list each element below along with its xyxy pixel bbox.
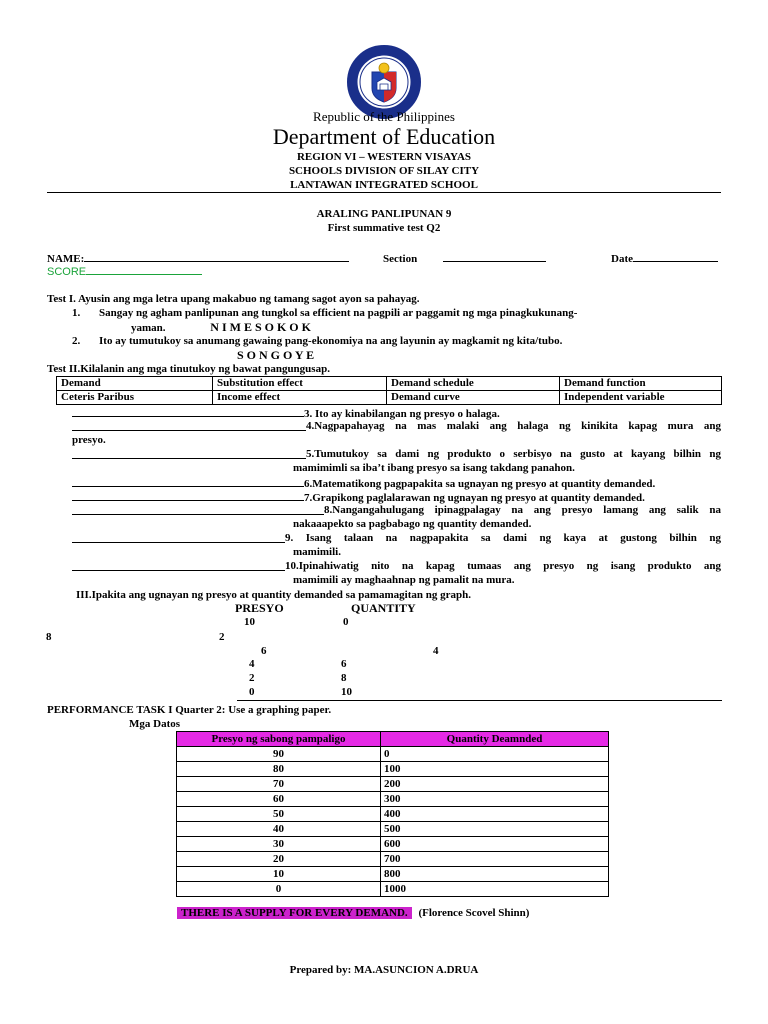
choices-row [57, 377, 722, 391]
qty-cell: 200 [381, 777, 609, 792]
quantity-header: QUANTITY [351, 601, 416, 615]
mga-datos-table [176, 731, 609, 897]
column-header: Quantity Deamnded [381, 732, 609, 747]
price-cell: 0 [177, 882, 381, 897]
qty-cell: 300 [381, 792, 609, 807]
item-text: Sangay ng agham panlipunan ang tungkol sa efficient na pagpili ar paggamit ng mga pinagkukunang- [99, 307, 578, 319]
score-blank[interactable] [86, 264, 202, 275]
price-cell: 40 [177, 822, 381, 837]
item-text-cont: yaman. [131, 322, 166, 334]
table-row [177, 807, 609, 822]
prepared-by: Prepared by: MA.ASUNCION A.DRUA [289, 964, 479, 976]
qty-cell: 400 [381, 807, 609, 822]
test2-item-9 [72, 531, 721, 545]
presyo-header: PRESYO [235, 601, 284, 615]
name-blank[interactable] [84, 250, 349, 262]
item-text: 9. Isang talaan na nagpapakita sa dami ng kaya at gustong bilhin ng [285, 532, 721, 544]
schedule-price: 0 [249, 686, 255, 698]
item-number: 1. [72, 307, 81, 319]
qty-cell: 800 [381, 867, 609, 882]
schedule-price: 4 [249, 658, 255, 670]
table-row [177, 747, 609, 762]
schedule-qty: 8 [341, 672, 347, 684]
section-divider [237, 700, 722, 701]
item-text: 3. Ito ay kinabilangan ng presyo o halaga. [304, 408, 500, 420]
schedule-price: 10 [244, 616, 255, 628]
price-cell: 70 [177, 777, 381, 792]
quote [177, 906, 529, 920]
table-row [177, 867, 609, 882]
item-text: 8.Nangangahulugang ipinagpalagay na ang presyo lamang ang salik na [324, 504, 721, 516]
price-cell: 90 [177, 747, 381, 762]
test2-item-10-cont: mamimili ay maghaahnap ng pamalit na mura. [293, 574, 515, 586]
answer-blank[interactable] [72, 559, 285, 571]
answer-blank[interactable] [72, 447, 306, 459]
quote-author: (Florence Scovel Shinn) [418, 907, 530, 919]
item-text: 10.Ipinahiwatig nito na kapag tumaas ang presyo ng isang produkto ang [285, 560, 721, 572]
date-blank[interactable] [633, 250, 718, 262]
table-row [177, 777, 609, 792]
answer-blank[interactable] [72, 531, 285, 543]
choices-table [56, 376, 722, 405]
subject-title: ARALING PANLIPUNAN 9 [316, 208, 452, 220]
test1-item-2-jumble: S O N G O Y E [237, 348, 315, 362]
answer-blank[interactable] [72, 405, 304, 417]
price-cell: 30 [177, 837, 381, 852]
section-blank[interactable] [443, 250, 546, 262]
schedule-price: 2 [249, 672, 255, 684]
score-label: SCORE [47, 266, 87, 278]
qty-cell: 600 [381, 837, 609, 852]
price-cell: 50 [177, 807, 381, 822]
test1-item-2 [72, 334, 562, 348]
schedule-qty: 0 [343, 616, 349, 628]
qty-cell: 100 [381, 762, 609, 777]
schedule-price: 6 [261, 645, 267, 657]
school-line: LANTAWAN INTEGRATED SCHOOL [290, 179, 478, 191]
choice-cell: Substitution effect [213, 377, 387, 391]
answer-blank[interactable] [72, 489, 304, 501]
price-cell: 60 [177, 792, 381, 807]
test2-item-8-cont: nakaaapekto sa pagbabago ng quantity demanded. [293, 518, 532, 530]
test2-item-5-cont: mamimimli sa iba’t ibang presyo sa isang takdang panahon. [293, 462, 575, 474]
name-field[interactable] [47, 250, 349, 265]
test2-item-5 [72, 447, 721, 461]
test1-item-1-cont [131, 320, 311, 335]
item-text: 6.Matematikong pagpapakita sa ugnayan ng presyo at quantity demanded. [304, 478, 656, 490]
item-text: 4.Nagpapahayag na mas malaki ang halaga ng kinikita kapag mura ang [306, 420, 721, 432]
choice-cell: Ceteris Paribus [57, 391, 213, 405]
item-text: 5.Tumutukoy sa dami ng produkto o serbisyo na gusto at kayang bilhin ng [306, 448, 721, 460]
test-title: First summative test Q2 [327, 222, 441, 234]
date-label: Date [611, 253, 633, 265]
choice-cell: Demand [57, 377, 213, 391]
item-text: 7.Grapikong paglalarawan ng ugnayan ng presyo at quantity demanded. [304, 492, 645, 504]
choice-cell: Independent variable [560, 391, 722, 405]
choice-cell: Demand curve [387, 391, 560, 405]
choices-row [57, 391, 722, 405]
table-row [177, 882, 609, 897]
schedule-qty: 4 [433, 645, 439, 657]
table-row [177, 822, 609, 837]
test2-item-8 [72, 503, 721, 517]
qty-cell: 1000 [381, 882, 609, 897]
performance-subtitle: Mga Datos [129, 718, 181, 730]
test1-item-1 [72, 306, 577, 320]
choice-cell: Income effect [213, 391, 387, 405]
schedule-qty: 6 [341, 658, 347, 670]
quote-text: THERE IS A SUPPLY FOR EVERY DEMAND. [177, 907, 412, 919]
department-title: Department of Education [272, 124, 496, 149]
answer-blank[interactable] [72, 419, 306, 431]
test2-item-10 [72, 559, 721, 573]
name-label: NAME: [47, 253, 85, 265]
price-cell: 10 [177, 867, 381, 882]
qty-cell: 0 [381, 747, 609, 762]
item-text: Ito ay tumutukoy sa anumang gawaing pang-ekonomiya na ang layunin ay magkamit ng kita/tubo. [99, 335, 563, 347]
test2-instruction: Test II.Kilalanin ang mga tinutukoy ng bawat pangungusap. [47, 363, 330, 375]
republic-line: Republic of the Philippines [313, 109, 455, 124]
choice-cell: Demand function [560, 377, 722, 391]
region-line: REGION VI – WESTERN VISAYAS [296, 151, 472, 163]
table-row [177, 837, 609, 852]
score-field[interactable] [47, 264, 202, 278]
table-row [177, 762, 609, 777]
section-label: Section [383, 253, 418, 265]
table-header-row [177, 732, 609, 747]
schedule-price: 8 [46, 631, 52, 643]
table-row [177, 792, 609, 807]
test3-instruction: III.Ipakita ang ugnayan ng presyo at quantity demanded sa pamamagitan ng graph. [76, 589, 471, 601]
test2-item-9-cont: mamimili. [293, 546, 341, 558]
test2-item-4 [72, 419, 721, 433]
choice-cell: Demand schedule [387, 377, 560, 391]
division-line: SCHOOLS DIVISION OF SILAY CITY [288, 165, 480, 177]
test1-instruction: Test I. Ayusin ang mga letra upang makabuo ng tamang sagot ayon sa pahayag. [47, 293, 420, 305]
header-divider [47, 192, 721, 193]
qty-cell: 700 [381, 852, 609, 867]
table-row [177, 852, 609, 867]
qty-cell: 500 [381, 822, 609, 837]
answer-blank[interactable] [72, 503, 324, 515]
jumbled-word: N I M E S O K O K [210, 320, 311, 334]
price-cell: 20 [177, 852, 381, 867]
performance-title: PERFORMANCE TASK I Quarter 2: Use a graphing paper. [47, 704, 332, 716]
answer-blank[interactable] [72, 475, 304, 487]
section-field[interactable] [383, 250, 546, 265]
test2-item-4-cont: presyo. [72, 434, 106, 446]
schedule-qty: 2 [219, 631, 225, 643]
price-cell: 80 [177, 762, 381, 777]
item-number: 2. [72, 335, 81, 347]
schedule-qty: 10 [341, 686, 352, 698]
date-field[interactable] [611, 250, 718, 265]
column-header: Presyo ng sabong pampaligo [177, 732, 381, 747]
